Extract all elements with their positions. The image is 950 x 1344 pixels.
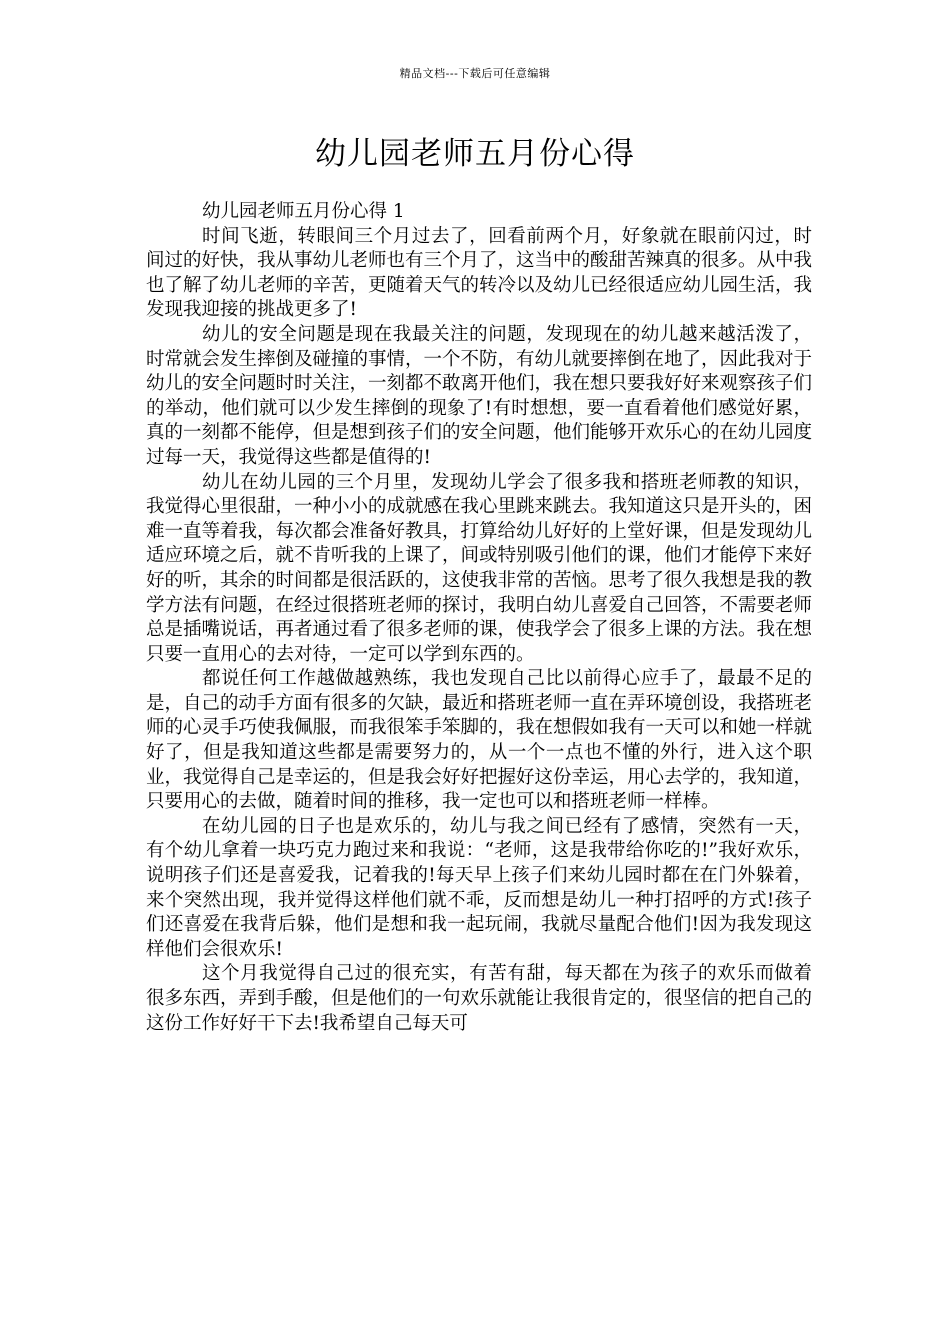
document-header-note: 精品文档---下载后可任意编辑 — [399, 67, 551, 80]
body-paragraph: 在幼儿园的日子也是欢乐的，幼儿与我之间已经有了感情，突然有一天，有个幼儿拿着一块巧克力跑过来和我说：“老师，这是我带给你吃的!”我好欢乐，说明孩子们还是喜爱我，记着我的!每天早上孩子们来幼儿园时都在在门外躲着，来个突然出现，我并觉得这样他们就不乖，反而想是幼儿一种打招呼的方式!孩子们还喜爱在我背后躲，他们是想和我一起玩闹，我就尽量配合他们!因为我发现这样他们会很欢乐! — [146, 815, 812, 960]
body-paragraph: 这个月我觉得自己过的很充实，有苦有甜，每天都在为孩子的欢乐而做着很多东西，弄到手酸，但是他们的一句欢乐就能让我很肯定的，很坚信的把自己的这份工作好好干下去!我希望自己每天可 — [146, 963, 813, 1034]
section-subheading: 幼儿园老师五月份心得 1 — [202, 201, 405, 222]
body-paragraph: 都说任何工作越做越熟练，我也发现自己比以前得心应手了，最最不足的是，自己的动手方面有很多的欠缺，最近和搭班老师一直在弄环境创设，我搭班老师的心灵手巧使我佩服，而我很笨手笨脚的，我在想假如我有一天可以和她一样就好了，但是我知道这些都是需要努力的，从一个一点也不懂的外行，进入这个职业，我觉得自己是幸运的，但是我会好好把握好这份幸运，用心去学的，我知道，只要用心的去做，随着时间的推移，我一定也可以和搭班老师一样棒。 — [146, 668, 813, 813]
body-paragraph: 时间飞逝，转眼间三个月过去了，回看前两个月，好象就在眼前闪过，时间过的好快，我从事幼儿老师也有三个月了，这当中的酸甜苦辣真的很多。从中我也了解了幼儿老师的辛苦，更随着天气的转冷以及幼儿已经很适应幼儿园生活，我发现我迎接的挑战更多了! — [146, 225, 813, 321]
document-body — [146, 200, 812, 1036]
document-title: 幼儿园老师五月份心得 — [315, 136, 635, 172]
body-paragraph: 幼儿的安全问题是现在我最关注的问题，发现现在的幼儿越来越活泼了，时常就会发生摔倒及碰撞的事情，一个不防，有幼儿就要摔倒在地了，因此我对于幼儿的安全问题时时关注，一刻都不敢离开他们，我在想只要我好好来观察孩子们的举动，他们就可以少发生摔倒的现象了!有时想想，要一直看着他们感觉好累，真的一刻都不能停，但是想到孩子们的安全问题，他们能够开欢乐心的在幼儿园度过每一天，我觉得这些都是值得的! — [146, 323, 813, 468]
body-paragraph: 幼儿在幼儿园的三个月里，发现幼儿学会了很多我和搭班老师教的知识，我觉得心里很甜，一种小小的成就感在我心里跳来跳去。我知道这只是开头的，困难一直等着我，每次都会准备好教具，打算给幼儿好好的上堂好课，但是发现幼儿适应环境之后，就不肯听我的上课了，间或特别吸引他们的课，他们才能停下来好好的听，其余的时间都是很活跃的，这使我非常的苦恼。思考了很久我想是我的教学方法有问题，在经过很搭班老师的探讨，我明白幼儿喜爱自己回答，不需要老师总是插嘴说话，再者通过看了很多老师的课，使我学会了很多上课的方法。我在想只要一直用心的去对待，一定可以学到东西的。 — [146, 471, 813, 665]
